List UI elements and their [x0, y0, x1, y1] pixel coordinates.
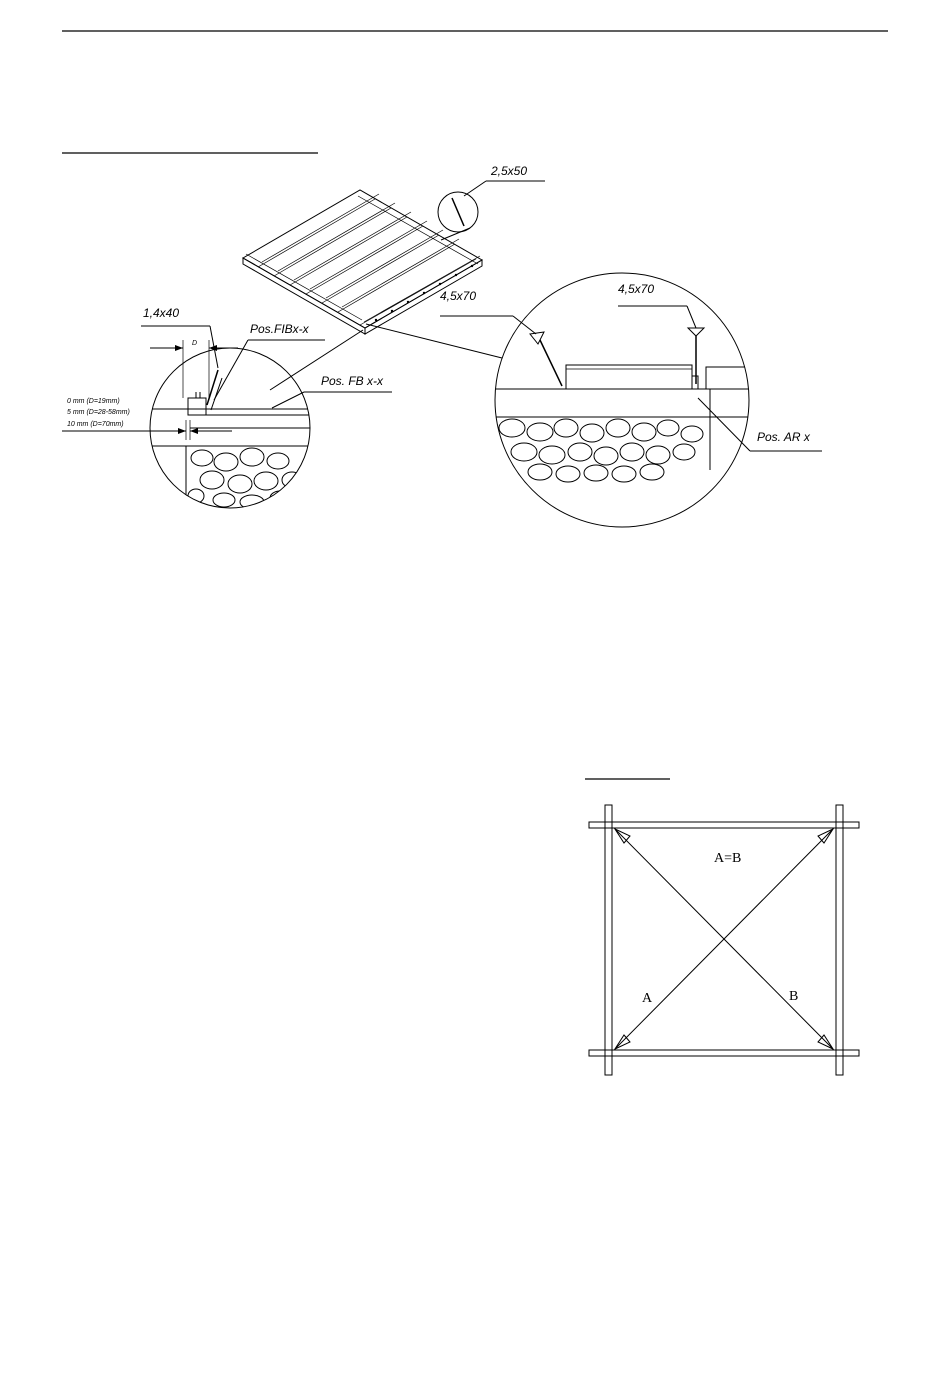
gap-note-3: 10 mm (D=70mm): [67, 421, 124, 428]
diagonal-b-label: B: [789, 989, 799, 1004]
pos-ar-label: Pos. AR x: [757, 430, 810, 444]
pos-fb-label: Pos. FB x-x: [321, 374, 384, 388]
left-detail: [62, 306, 392, 510]
connector-right: [366, 324, 502, 358]
post-right: [836, 805, 843, 1075]
deck-boards: [258, 194, 459, 312]
beam-top: [589, 822, 859, 828]
screw-label-right: 4,5x70: [618, 282, 655, 296]
gap-note-1: 0 mm (D=19mm): [67, 398, 120, 405]
equality-label: A=B: [714, 851, 742, 866]
post-left: [605, 805, 612, 1075]
gap-note-2: 5 mm (D=28-58mm): [67, 409, 130, 416]
beam-bottom: [589, 1050, 859, 1056]
pos-fib-label: Pos.FIBx-x: [250, 322, 309, 336]
nail-size-label: 2,5x50: [491, 164, 528, 178]
left-gravel: [188, 448, 302, 509]
deck-panel: [243, 190, 482, 334]
gap-symbol: D: [192, 340, 198, 347]
nail-detail: [438, 164, 545, 240]
right-detail: [440, 273, 822, 527]
left-nail-label: 1,4x40: [143, 306, 180, 320]
diagonal-a-label: A: [642, 991, 653, 1006]
squaring-diagram: [589, 805, 859, 1075]
right-gravel: [499, 419, 703, 482]
screw-label-left: 4,5x70: [440, 289, 477, 303]
